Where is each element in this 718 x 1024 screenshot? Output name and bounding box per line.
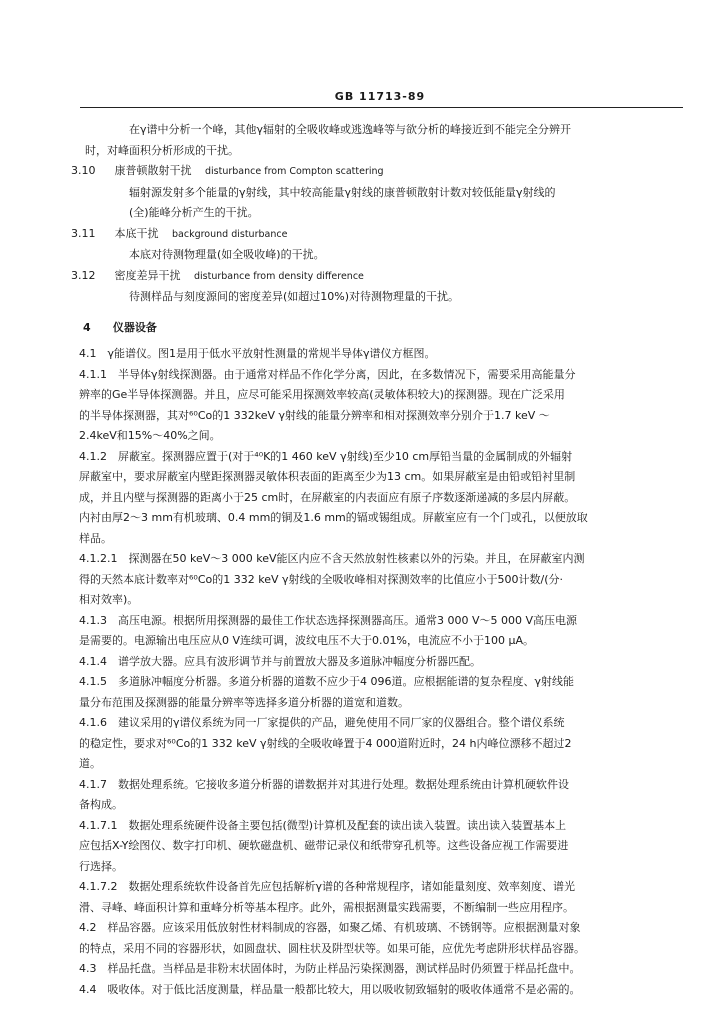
clause-first-line: 4.1.1 半导体γ射线探测器。由于通常对样品不作化学分离，因此，在多数情况下，需要采用高能量分 xyxy=(79,367,576,381)
clause-first-line: 4.1.2.1 探测器在50 keV～3 000 keV能区内应不含天然放射性核素以外的污染。并且，在屏蔽室内测 xyxy=(79,552,585,565)
clause-line: 的半导体探测器，其对⁶⁰Co的1 332keV γ射线的能量分辨率和相对探测效率分别介于1.7 keV ～ xyxy=(79,408,550,422)
page-header: GB 11713-89 xyxy=(334,90,426,103)
definition-term-en: background disturbance xyxy=(172,228,288,240)
clause-first-line: 4.2 样品容器。应该采用低放射性材料制成的容器，如聚乙烯、有机玻璃、不锈钢等。应根据测量对象 xyxy=(79,921,581,934)
clause-line: 内衬由厚2～3 mm有机玻璃、0.4 mm的铜及1.6 mm的镉或锡组成。屏蔽室应有一个门或孔，以便放取 xyxy=(79,511,588,524)
definition-term-en: disturbance from density difference xyxy=(194,270,364,282)
definition-term: 密度差异干扰 xyxy=(114,268,181,282)
clause-first-line: 4.1.7.2 数据处理系统软件设备首先应包括解析γ谱的各种常规程序，诸如能量刻度、效率刻度、谱光 xyxy=(79,880,575,893)
clause-first-line: 4.1.4 谱学放大器。应具有波形调节并与前置放大器及多道脉冲幅度分析器匹配。 xyxy=(79,654,481,668)
clause-first-line: 4.4 吸收体。对于低比活度测量，样品量一般都比较大，用以吸收韧致辐射的吸收体通常不是必需的。 xyxy=(79,982,581,996)
definition-number: 3.12 xyxy=(71,268,96,282)
clause-line: 的特点，采用不同的容器形状，如圆盘状、圆柱状及阱型状等。如果可能，应优先考虑阱形状样品容器。 xyxy=(79,941,585,955)
text-line: 在γ谱中分析一个峰，其他γ辐射的全吸收峰或逃逸峰等与欲分析的峰接近到不能完全分辨开 xyxy=(129,123,572,136)
section-title: 仪器设备 xyxy=(112,320,157,334)
clause-line: 行选择。 xyxy=(79,859,123,873)
clause-line: 样品。 xyxy=(79,531,112,545)
clause-line: 道。 xyxy=(79,757,101,770)
definition-text: 本底对待测物理量(如全吸收峰)的干扰。 xyxy=(129,248,325,261)
clause-line: 是需要的。电源输出电压应从0 V连续可调，波纹电压不大于0.01%，电流应不小于100 μA。 xyxy=(79,634,534,647)
clause-line: 量分布范围及探测器的能量分辨率等选择多道分析器的道宽和道数。 xyxy=(79,695,409,709)
document-body xyxy=(71,120,685,1000)
clause-first-line: 4.1.5 多道脉冲幅度分析器。多道分析器的道数不应少于4 096道。应根据能谱的复杂程度、γ射线能 xyxy=(79,675,574,688)
clause-line: 辨率的Ge半导体探测器。并且，应尽可能采用探测效率较高(灵敏体积较大)的探测器。现在广泛采用 xyxy=(79,388,565,401)
header-rule xyxy=(80,107,683,108)
clause-first-line: 4.1.7.1 数据处理系统硬件设备主要包括(微型)计算机及配套的读出读入装置。读出读入装置基本上 xyxy=(79,818,567,832)
definition-text: (全)能峰分析产生的干扰。 xyxy=(129,206,259,219)
definition-term: 本底干扰 xyxy=(114,226,159,240)
clause-line: 2.4keV和15%～40%之间。 xyxy=(79,429,221,442)
clause-line: 的稳定性，要求对⁶⁰Co的1 332 keV γ射线的全吸收峰置于4 000道附近时，24 h内峰位漂移不超过2 xyxy=(79,736,572,750)
definition-number: 3.11 xyxy=(71,226,96,240)
text-line: 时，对峰面积分析形成的干扰。 xyxy=(85,143,239,157)
clause-line: 得的天然本底计数率对⁶⁰Co的1 332 keV γ射线的全吸收峰相对探测效率的比值应小于500计数/(分· xyxy=(79,572,563,586)
clause-line: 应包括X-Y绘图仪、数字打印机、硬软磁盘机、磁带记录仪和纸带穿孔机等。这些设备应视工作需要进 xyxy=(79,839,569,852)
clause-first-line: 4.3 样品托盘。当样品是非粉末状固体时，为防止样品污染探测器，测试样品时仍须置于样品托盘中。 xyxy=(79,962,581,975)
clause-first-line: 4.1 γ能谱仪。图1是用于低水平放射性测量的常规半导体γ谱仪方框图。 xyxy=(79,347,436,360)
definition-number: 3.10 xyxy=(71,164,96,177)
definition-heading xyxy=(71,161,685,183)
clause-first-line: 4.1.7 数据处理系统。它接收多道分析器的谱数据并对其进行处理。数据处理系统由计算机硬软件设 xyxy=(79,777,569,791)
clause-first-line: 4.1.3 高压电源。根据所用探测器的最佳工作状态选择探测器高压。通常3 000 V～5 000 V高压电源 xyxy=(79,613,578,627)
section-heading xyxy=(83,318,685,339)
clause-first-line: 4.1.2 屏蔽室。探测器应置于(对于⁴⁰K的1 460 keV γ射线)至少10 cm厚铅当量的金属制成的外辐射 xyxy=(79,449,573,463)
definition-heading xyxy=(71,266,685,288)
definition-text: 待测样品与刻度源间的密度差异(如超过10%)对待测物理量的干扰。 xyxy=(129,290,460,303)
section-number: 4 xyxy=(83,320,91,334)
clause-line: 滑、寻峰、峰面积计算和重峰分析等基本程序。此外，需根据测量实践需要，不断编制一些应用程序。 xyxy=(79,900,574,914)
clause-line: 相对效率)。 xyxy=(79,593,139,606)
definition-heading xyxy=(71,224,685,246)
definition-text: 辐射源发射多个能量的γ射线，其中较高能量γ射线的康普顿散射计数对较低能量γ射线的 xyxy=(129,185,556,199)
paragraph-list xyxy=(79,344,685,1000)
clause-line: 备构成。 xyxy=(79,798,123,811)
clause-first-line: 4.1.6 建议采用的γ谱仪系统为同一厂家提供的产品，避免使用不同厂家的仪器组合。整个谱仪系统 xyxy=(79,716,565,729)
clause-line: 屏蔽室中，要求屏蔽室内壁距探测器灵敏体积表面的距离至少为13 cm。如果屏蔽室是由铅或铅衬里制 xyxy=(79,470,576,483)
definition-term-en: disturbance from Compton scattering xyxy=(205,166,384,177)
definition-term: 康普顿散射干扰 xyxy=(114,164,192,177)
clause-line: 成，并且内壁与探测器的距离小于25 cm时，在屏蔽室的内表面应有原子序数逐渐递减的多层内屏蔽。 xyxy=(79,490,576,504)
